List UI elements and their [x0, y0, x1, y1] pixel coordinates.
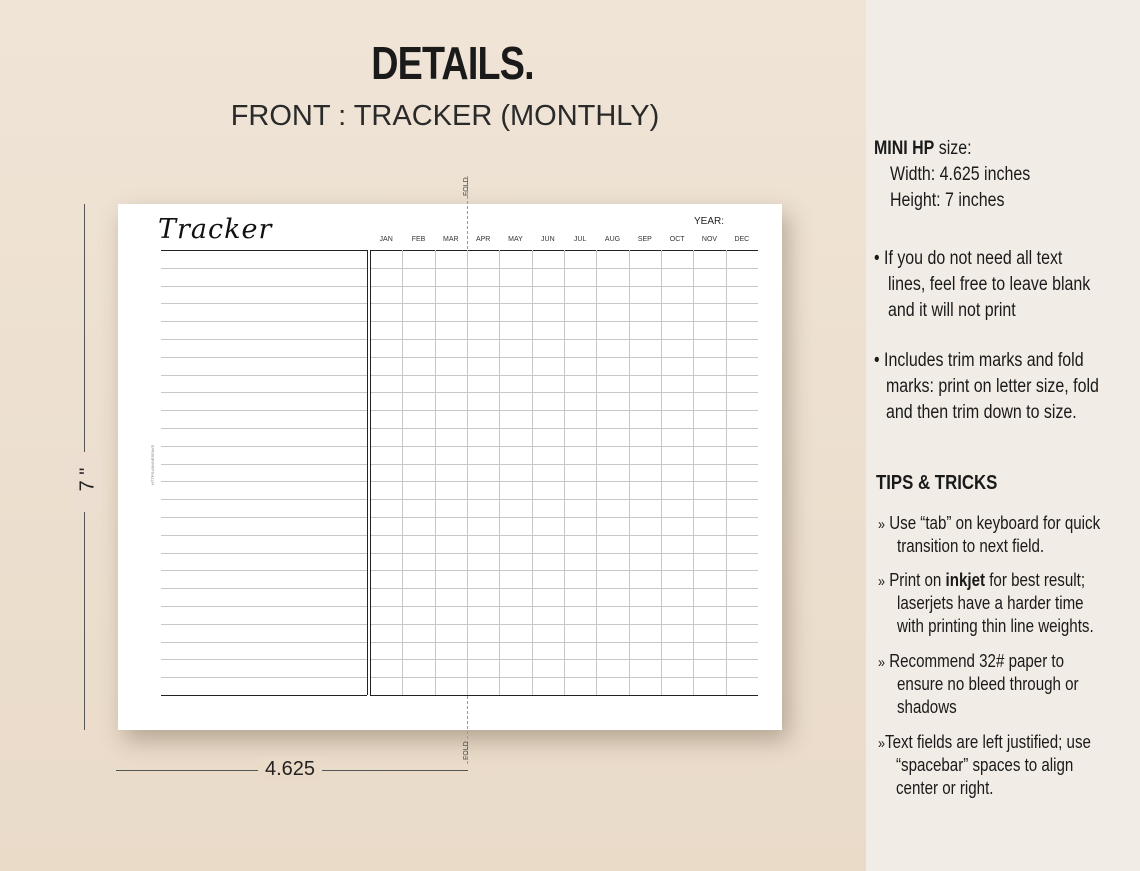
- fold-label-bottom: FOLD: [463, 741, 470, 760]
- chevron-right-icon: »: [878, 516, 886, 533]
- chevron-right-icon: »: [878, 654, 886, 671]
- grid-row-line-left: [161, 481, 367, 482]
- grid-column-line: [564, 250, 565, 695]
- grid-row-line-left: [161, 428, 367, 429]
- month-label: MAY: [508, 236, 523, 243]
- grid-column-line: [435, 250, 436, 695]
- grid-row-line-left: [161, 250, 367, 251]
- grid-row-line-left: [161, 321, 367, 322]
- page-title: DETAILS.: [371, 37, 534, 89]
- width-dimension-label: 4.625: [258, 758, 322, 781]
- month-label: NOV: [701, 236, 718, 243]
- grid-column-line: [596, 250, 597, 695]
- grid-row-line-left: [161, 357, 367, 358]
- month-label: AUG: [604, 236, 621, 243]
- height-dimension-label: 7 ": [76, 467, 99, 492]
- month-label: JAN: [379, 236, 393, 243]
- grid-column-line: [629, 250, 630, 695]
- side-credit: HTTPS://ANNESFAVS: [150, 444, 155, 485]
- grid-row-line-left: [161, 499, 367, 500]
- month-label: JUN: [541, 236, 555, 243]
- grid-column-line: [726, 250, 727, 695]
- month-label: APR: [475, 236, 491, 243]
- grid-row-line-left: [161, 375, 367, 376]
- month-label: SEP: [637, 236, 652, 243]
- grid-row-line-left: [161, 446, 367, 447]
- tracker-heading: Tracker: [158, 214, 273, 245]
- grid-row-line-left: [161, 588, 367, 589]
- grid-divider: [370, 250, 371, 695]
- grid-row-line-left: [161, 535, 367, 536]
- grid-row-line-left: [161, 642, 367, 643]
- grid-row-line-left: [161, 677, 367, 678]
- grid-row-line-left: [161, 410, 367, 411]
- grid-column-line: [661, 250, 662, 695]
- grid-column-line: [693, 250, 694, 695]
- month-label: OCT: [669, 236, 685, 243]
- grid-divider: [367, 250, 368, 695]
- grid-row-line-left: [161, 339, 367, 340]
- year-label: YEAR:: [694, 216, 725, 227]
- fold-label-top: FOLD: [463, 177, 470, 196]
- size-name: MINI HP: [874, 138, 935, 159]
- grid-row-line-left: [161, 659, 367, 660]
- grid-column-line: [499, 250, 500, 695]
- month-label: MAR: [443, 236, 459, 243]
- grid-row-line-left: [161, 392, 367, 393]
- grid-row-line-right: [370, 695, 758, 696]
- grid-row-line-left: [161, 464, 367, 465]
- grid-row-line-left: [161, 553, 367, 554]
- grid-column-line: [532, 250, 533, 695]
- grid-row-line-left: [161, 517, 367, 518]
- grid-row-line-left: [161, 570, 367, 571]
- month-label: JUL: [573, 236, 587, 243]
- grid-row-line-left: [161, 624, 367, 625]
- grid-row-line-left: [161, 695, 367, 696]
- size-suffix: size:: [934, 138, 972, 159]
- month-label: DEC: [734, 236, 750, 243]
- grid-row-line-left: [161, 268, 367, 269]
- chevron-right-icon: »: [878, 573, 886, 590]
- grid-row-line-left: [161, 606, 367, 607]
- grid-column-line: [467, 250, 468, 695]
- grid-row-line-left: [161, 286, 367, 287]
- grid-row-line-left: [161, 303, 367, 304]
- chevron-right-icon: »: [878, 735, 886, 752]
- planner-page-preview: [118, 204, 782, 730]
- page-subtitle: FRONT : TRACKER (MONTHLY): [230, 100, 660, 132]
- grid-column-line: [402, 250, 403, 695]
- month-label: FEB: [411, 236, 426, 243]
